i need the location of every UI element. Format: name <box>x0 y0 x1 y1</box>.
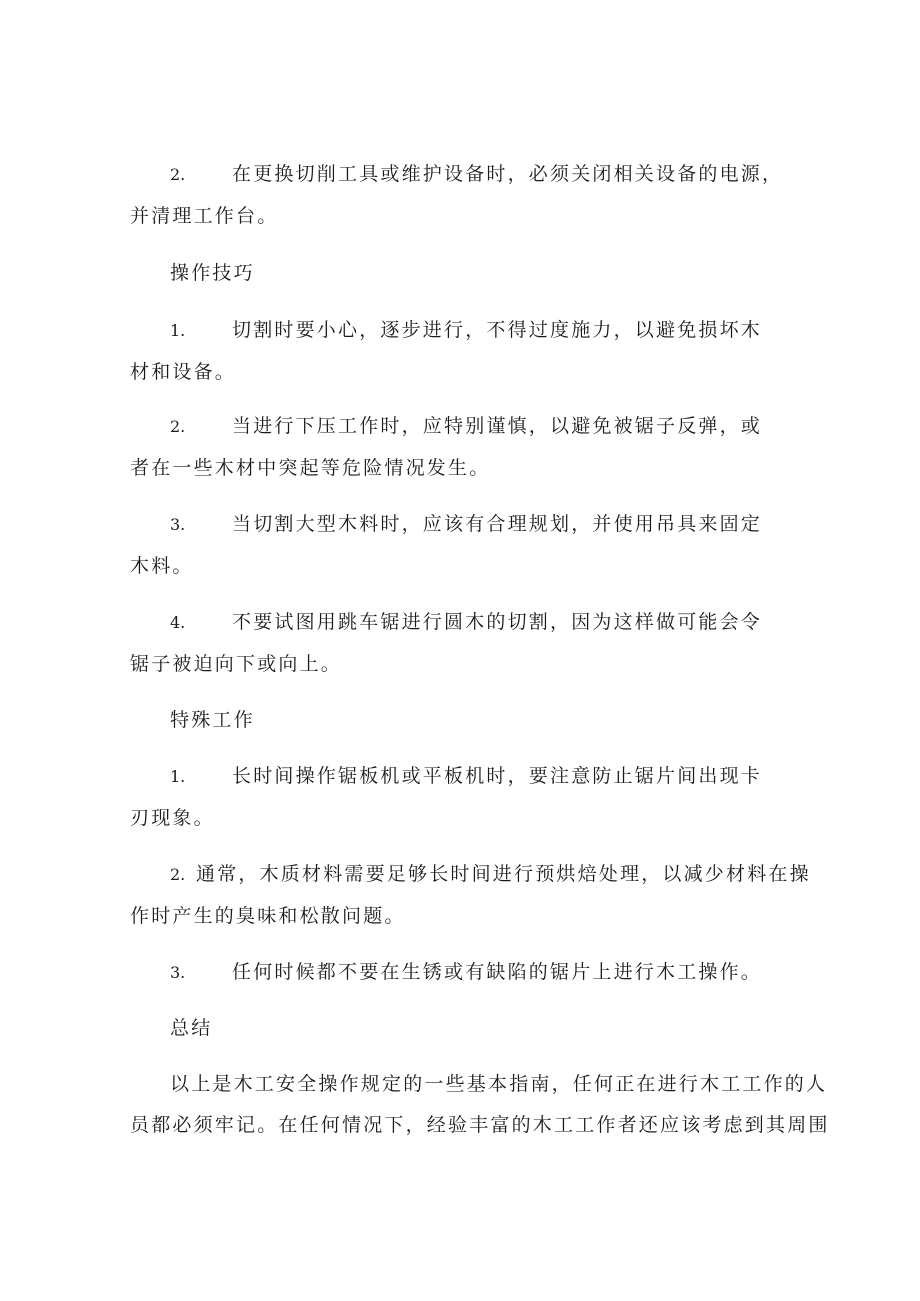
paragraph-continuation: 并清理工作台。 <box>130 205 279 227</box>
paragraph-text: 在更换切削工具或维护设备时，必须关闭相关设备的电源， <box>232 163 784 185</box>
paragraph-continuation: 木料。 <box>130 555 194 577</box>
section-heading: 操作技巧 <box>170 262 255 284</box>
paragraph-text: 当进行下压工作时，应特别谨慎，以避免被锯子反弹，或 <box>232 415 763 437</box>
paragraph-continuation: 者在一些木材中突起等危险情况发生。 <box>130 457 491 479</box>
paragraph-text: 任何时候都不要在生锈或有缺陷的锯片上进行木工操作。 <box>232 961 763 983</box>
paragraph-text: 长时间操作锯板机或平板机时，要注意防止锯片间出现卡 <box>232 765 763 787</box>
list-item-line <box>170 512 762 537</box>
paragraph-continuation: 作时产生的臭味和松散问题。 <box>130 905 406 927</box>
list-item-line <box>170 960 762 985</box>
list-number: 4. <box>170 613 186 632</box>
list-number: 3. <box>170 515 186 534</box>
list-item-line <box>170 162 783 187</box>
list-number: 1. <box>170 321 186 340</box>
list-item-line <box>170 764 762 789</box>
list-number: 3. <box>170 963 186 982</box>
section-heading: 特殊工作 <box>170 709 255 731</box>
paragraph-continuation: 锯子被迫向下或向上。 <box>130 653 343 675</box>
paragraph-text: 通常，木质材料需要足够长时间进行预烘焙处理，以减少材料在操 <box>196 863 811 885</box>
paragraph-text: 切割时要小心，逐步进行，不得过度施力，以避免损坏木 <box>232 319 763 341</box>
list-number: 2. <box>170 417 186 436</box>
list-item-line <box>170 862 811 887</box>
section-heading: 总结 <box>170 1017 213 1039</box>
paragraph-continuation: 材和设备。 <box>130 361 237 383</box>
list-item-line <box>170 414 762 439</box>
list-number: 1. <box>170 767 186 786</box>
paragraph-text: 当切割大型木料时，应该有合理规划，并使用吊具来固定 <box>232 513 763 535</box>
paragraph-text: 不要试图用跳车锯进行圆木的切割，因为这样做可能会令 <box>232 611 763 633</box>
paragraph-continuation: 刃现象。 <box>130 807 215 829</box>
list-number: 2. <box>170 865 186 884</box>
list-number: 2. <box>170 165 186 184</box>
paragraph-continuation: 员都必须牢记。在任何情况下，经验丰富的木工工作者还应该考虑到其周围 <box>130 1114 830 1136</box>
list-item-line <box>170 318 762 343</box>
list-item-line <box>170 610 762 635</box>
paragraph-text: 以上是木工安全操作规定的一些基本指南，任何正在进行木工工作的人 <box>170 1073 828 1095</box>
